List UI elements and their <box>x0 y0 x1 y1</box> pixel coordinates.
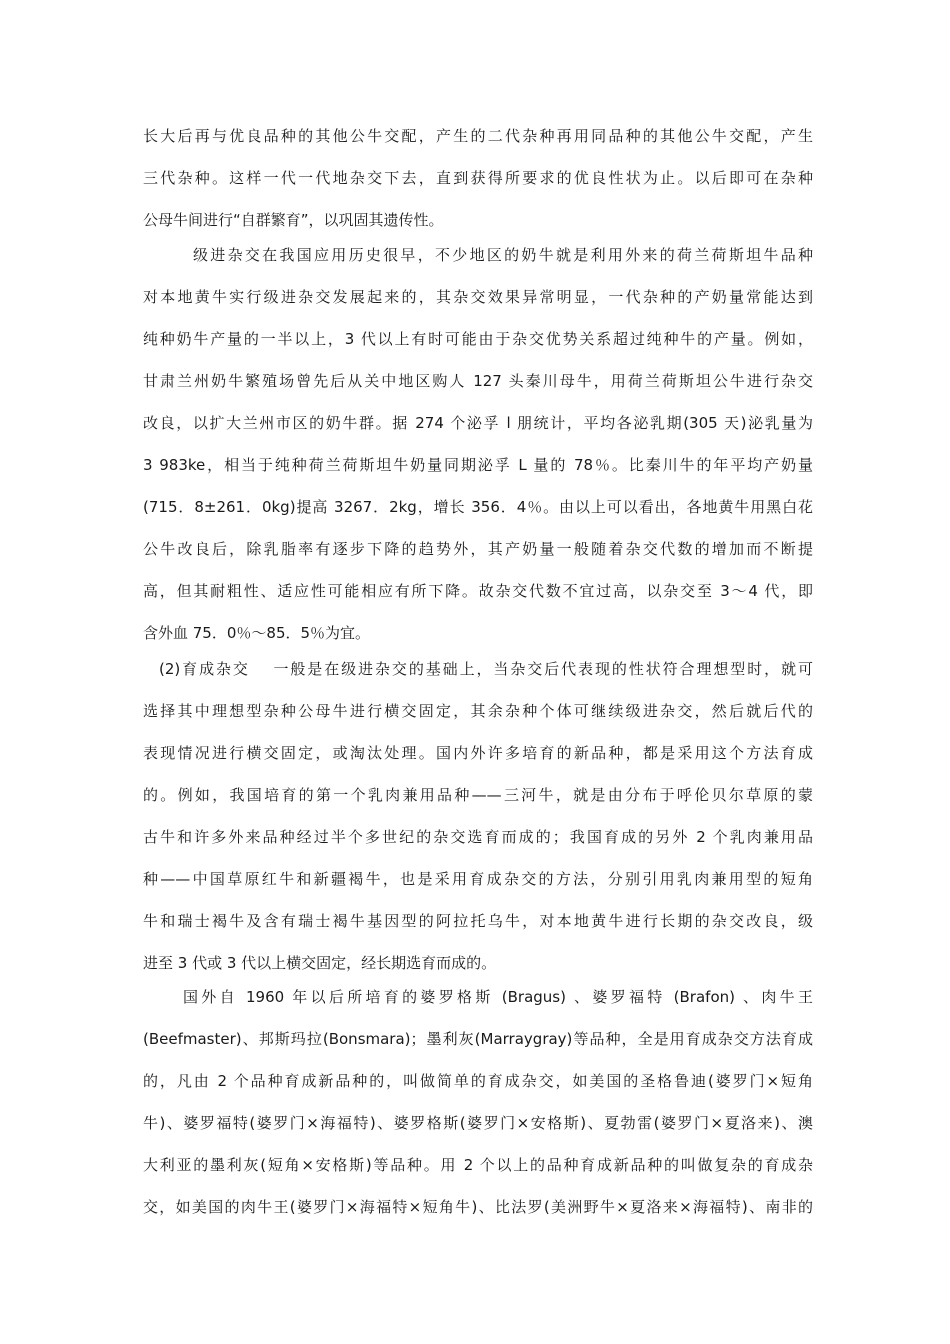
text-line: 改良，以扩大兰州市区的奶牛群。据 274 个泌孚 l 朋统计，平均各泌乳期(305 天)泌乳量为 <box>143 414 813 432</box>
text-line: 高，但其耐粗性、适应性可能相应有所下降。故杂交代数不宜过高，以杂交至 3～4 代，即 <box>143 582 813 600</box>
text-line: 交，如美国的肉牛王(婆罗门×海福特×短角牛)、比法罗(美洲野牛×夏洛来×海福特)、南非的 <box>143 1198 813 1216</box>
text-line: 3 983ke，相当于纯种荷兰荷斯坦牛奶量同期泌孚 L 量的 78％。比秦川牛的年平均产奶量 <box>143 456 813 474</box>
text-line: 级进杂交在我国应用历史很早，不少地区的奶牛就是利用外来的荷兰荷斯坦牛品种 <box>193 246 813 264</box>
text-line: 种——中国草原红牛和新疆褐牛，也是采用育成杂交的方法，分别引用乳肉兼用型的短角 <box>143 870 813 888</box>
text-line: 三代杂种。这样一代一代地杂交下去，直到获得所要求的优良性状为止。以后即可在杂种 <box>143 169 813 187</box>
text-line: (715．8±261．0kg)提高 3267．2kg，增长 356．4％。由以上可以看出，各地黄牛用黑白花 <box>143 498 813 516</box>
text-line: 含外血 75．0％～85．5％为宜。 <box>143 624 371 642</box>
text-line: 对本地黄牛实行级进杂交发展起来的，其杂交效果异常明显，一代杂种的产奶量常能达到 <box>143 288 813 306</box>
text-line: 国外自 1960 年以后所培育的婆罗格斯 (Bragus) 、婆罗福特 (Brafon) 、肉牛王 <box>183 988 813 1006</box>
text-line: 甘肃兰州奶牛繁殖场曾先后从关中地区购人 127 头秦川母牛，用荷兰荷斯坦公牛进行杂交 <box>143 372 813 390</box>
text-line: 选择其中理想型杂种公母牛进行横交固定，其余杂种个体可继续级进杂交，然后就后代的 <box>143 702 813 720</box>
text-line: 古牛和许多外来品种经过半个多世纪的杂交选育而成的；我国育成的另外 2 个乳肉兼用品 <box>143 828 813 846</box>
text-line: (2)育成杂交 一般是在级进杂交的基础上，当杂交后代表现的性状符合理想型时，就可 <box>159 660 813 678</box>
text-line: (Beefmaster)、邦斯玛拉(Bonsmara)；墨利灰(Marraygray)等品种，全是用育成杂交方法育成 <box>143 1030 813 1048</box>
text-line: 的。例如，我国培育的第一个乳肉兼用品种——三河牛，就是由分布于呼伦贝尔草原的蒙 <box>143 786 813 804</box>
text-line: 牛)、婆罗福特(婆罗门×海福特)、婆罗格斯(婆罗门×安格斯)、夏勃雷(婆罗门×夏洛来)、澳 <box>143 1114 813 1132</box>
text-line: 长大后再与优良品种的其他公牛交配，产生的二代杂种再用同品种的其他公牛交配，产生 <box>143 127 813 145</box>
text-line: 牛和瑞士褐牛及含有瑞士褐牛基因型的阿拉托乌牛，对本地黄牛进行长期的杂交改良，级 <box>143 912 813 930</box>
text-line: 进至 3 代或 3 代以上横交固定，经长期选育而成的。 <box>143 954 497 972</box>
text-line: 表现情况进行横交固定，或淘汰处理。国内外许多培育的新品种，都是采用这个方法育成 <box>143 744 813 762</box>
text-line: 公牛改良后，除乳脂率有逐步下降的趋势外，其产奶量一般随着杂交代数的增加而不断提 <box>143 540 813 558</box>
text-line: 纯种奶牛产量的一半以上，3 代以上有时可能由于杂交优势关系超过纯种牛的产量。例如， <box>143 330 813 348</box>
text-line: 的，凡由 2 个品种育成新品种的，叫做简单的育成杂交，如美国的圣格鲁迪(婆罗门×短角 <box>143 1072 813 1090</box>
text-line: 公母牛间进行“自群繁育”，以巩固其遗传性。 <box>143 211 444 229</box>
text-line: 大利亚的墨利灰(短角×安格斯)等品种。用 2 个以上的品种育成新品种的叫做复杂的育成杂 <box>143 1156 813 1174</box>
